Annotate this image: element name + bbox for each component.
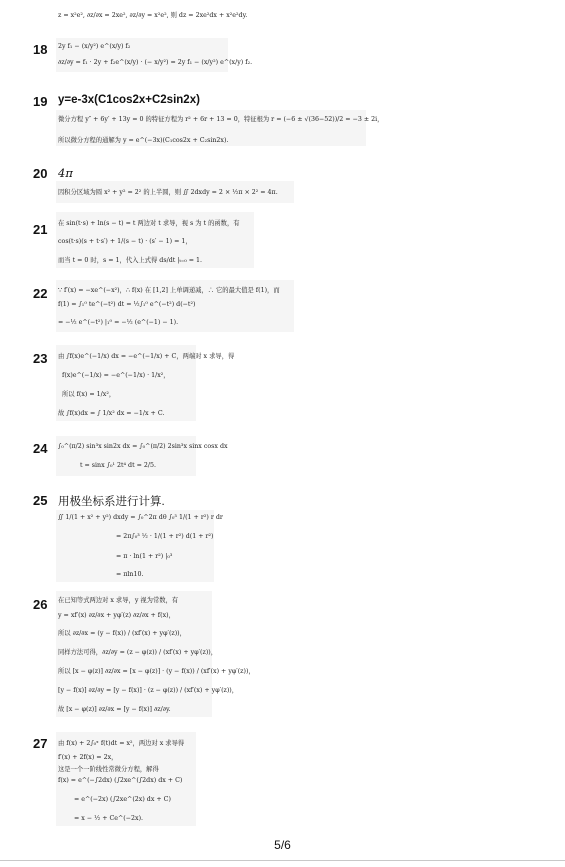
solution-line: ∬ 1/(1 + x² + y²) dxdy = ∫₀^2π dθ ∫₀³ 1/(1 + r²) r dr <box>58 514 223 521</box>
question-number-27: 27 <box>33 736 48 751</box>
solution-line: [y − f(x)] ∂z/∂y = [y − f(x)] · (z − φ(z)) / (xf′(x) + yφ′(z))， <box>58 687 239 694</box>
solution-line: 因积分区域为圆 x² + y² = 2² 的上半圆，则 ∬ 2dxdy = 2 × ½π × 2² = 4π. <box>58 189 278 196</box>
solution-line: 2y f₁ − (x/y²) e^(x/y) f₂ <box>58 43 131 50</box>
solution-line: 微分方程 y″ + 6y′ + 13y = 0 的特征方程为 r² + 6r + 13 = 0，特征根为 r = (−6 ± √(36−52))/2 = −3 ± 2i， <box>58 116 384 123</box>
solution-line: y = xf′(x) ∂z/∂x + yφ′(z) ∂z/∂x + f(x)， <box>58 612 175 619</box>
top-line: z = x²e², ∂z/∂x = 2xe², ∂z/∂y = x²e², 则 dz = 2xe²dx + x²e²dy. <box>58 12 248 19</box>
solution-line: 所以 ∂z/∂x = (y − f(x)) / (xf′(x) + yφ′(z))， <box>58 630 186 637</box>
question-number-23: 23 <box>33 351 48 366</box>
solution-line: f(x) = e^(−∫2dx) (∫2xe^(∫2dx) dx + C) <box>58 777 183 784</box>
question-number-21: 21 <box>33 222 48 237</box>
solution-line: ∫₀^(π/2) sin³x sin2x dx = ∫₀^(π/2) 2sin³x sinx cosx dx <box>58 443 228 450</box>
solution-line: 故 [x − φ(z)] ∂z/∂x = [y − f(x)] ∂z/∂y. <box>58 706 171 713</box>
solution-line: 在已知等式两边对 x 求导，y 视为常数，有 <box>58 597 179 604</box>
solution-block-24 <box>56 436 196 476</box>
solution-line: t = sinx ∫₀¹ 2t⁴ dt = 2/5. <box>80 462 157 469</box>
solution-line: = π · ln(1 + r²) |₀³ <box>116 553 173 560</box>
question-number-20: 20 <box>33 166 48 181</box>
question-number-22: 22 <box>33 286 48 301</box>
solution-line: 在 sin(t·s) + ln(s − t) = t 两边对 t 求导，视 s 为 t 的函数，有 <box>58 220 240 227</box>
question-number-19: 19 <box>33 94 48 109</box>
solution-line: = πln10. <box>116 571 144 578</box>
answer-heading-25: 用极坐标系进行计算. <box>58 496 165 508</box>
solution-line: 同样方法可得，∂z/∂y = (z − φ(z)) / (xf′(x) + yφ′(z))， <box>58 649 218 656</box>
answer-heading-20: 4π <box>58 166 73 180</box>
question-number-26: 26 <box>33 597 48 612</box>
footer-divider <box>0 860 565 861</box>
answer-heading-19: y=e-3x(C1cos2x+C2sin2x) <box>58 94 200 106</box>
solution-line: 由 f(x) + 2∫₀ˣ f(t)dt = x²，两边对 x 求导得 <box>58 740 185 747</box>
question-number-24: 24 <box>33 441 48 456</box>
solution-line: 而当 t = 0 时，s = 1，代入上式得 ds/dt |ₜ₌₀ = 1. <box>58 257 203 264</box>
solution-line: = e^(−2x) (∫2xe^(2x) dx + C) <box>74 796 171 803</box>
solution-line: ∂z/∂y = f₁ · 2y + f₂e^(x/y) · (− x/y²) = 2y f₁ − (x/y²) e^(x/y) f₂. <box>58 59 253 66</box>
solution-line: 由 ∫f(x)e^(−1/x) dx = −e^(−1/x) + C，两端对 x 求导，得 <box>58 353 235 360</box>
page-number: 5/6 <box>274 838 291 852</box>
solution-line: ∵ f′(x) = −xe^(−x²)，∴ f(x) 在 [1,2] 上单调递减，∴ 它的最大值是 f(1)，而 <box>58 287 280 294</box>
question-number-18: 18 <box>33 42 48 57</box>
solution-line: f(x)e^(−1/x) = −e^(−1/x) · 1/x²， <box>62 372 170 379</box>
solution-line: 所以 f(x) = 1/x²， <box>62 391 116 398</box>
question-number-25: 25 <box>33 493 48 508</box>
solution-line: f′(x) + 2f(x) = 2x， <box>58 754 118 761</box>
solution-line: = −½ e^(−t²) |₁⁰ = −½ (e^(−1) − 1). <box>58 319 179 326</box>
solution-line: 所以微分方程的通解为 y = e^(−3x)(C₁cos2x + C₂sin2x). <box>58 137 229 144</box>
solution-line: cos(t·s)(s + t·s′) + 1/(s − t) · (s′ − 1) = 1， <box>58 238 192 245</box>
solution-line: = x − ½ + Ce^(−2x). <box>74 815 144 822</box>
solution-line: 这是一个一阶线性常微分方程，解得 <box>58 766 159 773</box>
solution-line: = 2π∫₀³ ½ · 1/(1 + r²) d(1 + r²) <box>116 533 214 540</box>
solution-line: 故 ∫f(x)dx = ∫ 1/x² dx = −1/x + C. <box>58 410 165 417</box>
solution-line: f(1) = ∫₁⁰ te^(−t²) dt = ½∫₁⁰ e^(−t²) d(−t²) <box>58 301 196 308</box>
solution-line: 所以 [x − φ(z)] ∂z/∂x = [x − φ(z)] · (y − f(x)) / (xf′(x) + yφ′(z))， <box>58 668 255 675</box>
